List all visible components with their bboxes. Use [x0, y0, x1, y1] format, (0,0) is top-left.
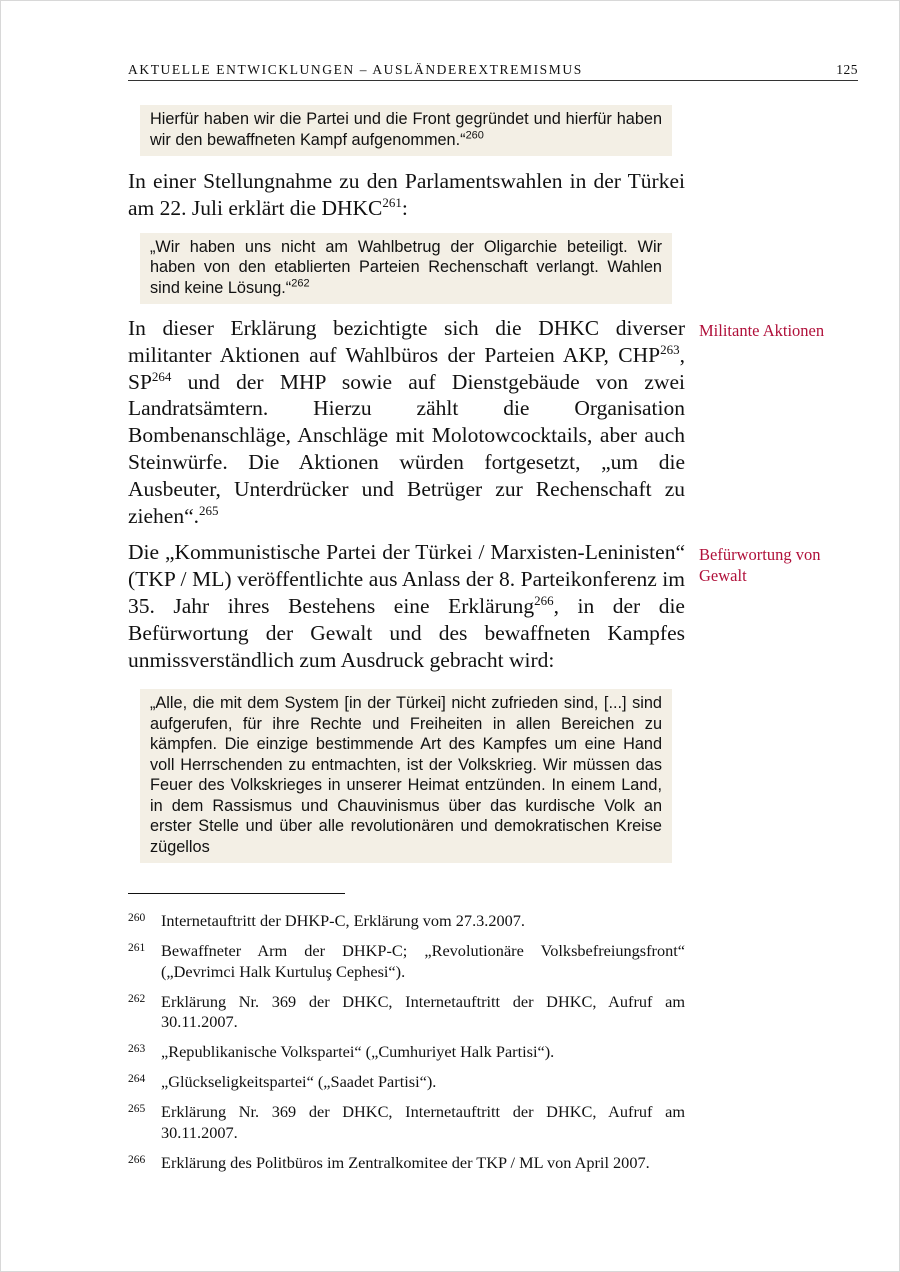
margin-note-2: Befürwortung von Gewalt [699, 545, 821, 586]
footnote-number: 263 [128, 1043, 146, 1056]
quote-text: „Alle, die mit dem System [in der Türkei] nicht zufrieden sind, [...] sind aufgerufen, für ihre Rechte und Freiheiten in allen Bereichen zu kämpfen. Die einzige bestimmende Art des Kampfes um eine Hand voll Herrschenden zu entmachten, ist der Volkskrieg. Wir müssen das Feuer des Volkskrieges in unserer Heimat entzünden. In einem Land, in dem Rassismus und Chauvinismus über das kurdische Volk an erster Stelle und über alle revolutionären und demokratischen Kreise zügellos [150, 694, 662, 856]
footnote-text: „Glückseligkeitspartei“ („Saadet Partisi“). [161, 1072, 437, 1092]
footnote-number: 261 [128, 942, 146, 955]
paragraph-text: : [401, 195, 408, 220]
paragraph-text: In dieser Erklärung bezichtigte sich die DHKC diverser militanter Aktionen auf Wahlbüros der Parteien AKP, CHP [128, 316, 685, 367]
footnote [128, 1072, 685, 1093]
footnote [128, 1102, 685, 1143]
paragraph-text: und der MHP sowie auf Dienstgebäude von zwei Landratsämtern. Hierzu zählt die Organisation Bombenanschläge, Anschläge mit Molotowcocktails, aber auch Steinwürfe. Die Aktionen würden fortgesetzt, „um die Ausbeuter, Unterdrücker und Betrüger zur Rechenschaft zu ziehen“. [128, 369, 685, 528]
footnote-divider [128, 893, 345, 894]
footnote [128, 911, 685, 932]
header-title: AKTUELLE ENTWICKLUNGEN – AUSLÄNDEREXTREMISMUS [128, 62, 583, 77]
paragraph-text: In einer Stellungnahme zu den Parlamentswahlen in der Türkei am 22. Juli erklärt die DHKC [128, 169, 685, 220]
footnote-ref[interactable]: 266 [534, 592, 554, 608]
footnote-text: Erklärung des Politbüros im Zentralkomitee der TKP / ML von April 2007. [161, 1152, 650, 1172]
footnote-ref[interactable]: 264 [151, 368, 172, 384]
margin-note-1: Militante Aktionen [699, 321, 825, 341]
paragraph-text: Die „Kommunistische Partei der Türkei / Marxisten-Leninisten“ (TKP / ML) veröffentlichte aus Anlass der 8. Parteikonferenz im 35. Jahr ihres Bestehens eine Erklärung [128, 540, 685, 619]
footnote-text: Internetauftritt der DHKP-C, Erklärung vom 27.3.2007. [161, 911, 525, 931]
footnote [128, 1153, 685, 1174]
paragraph-2 [128, 315, 825, 529]
footnote-ref[interactable]: 265 [199, 502, 219, 518]
footnote [128, 992, 685, 1033]
footnote-text: Erklärung Nr. 369 der DHKC, Internetauftritt der DHKC, Aufruf am 30.11.2007. [161, 1102, 685, 1142]
footnote-text: Bewaffneter Arm der DHKP-C; „Revolutionäre Volksbefreiungsfront“ („Devrimci Halk Kurtuluş Cephesi“). [161, 941, 685, 981]
footnote [128, 1042, 685, 1063]
quote-text: „Wir haben uns nicht am Wahlbetrug der Oligarchie beteiligt. Wir haben von den etablierten Parteien Rechenschaft verlangt. Wahlen sind keine Lösung.“ [150, 237, 662, 297]
footnote-text: „Republikanische Volkspartei“ („Cumhuriyet Halk Partisi“). [161, 1042, 555, 1062]
paragraph-text: , SP [128, 342, 685, 394]
footnote-number: 260 [128, 912, 146, 925]
footnote-ref[interactable]: 261 [382, 194, 402, 210]
footnotes [128, 911, 685, 1173]
footnote-ref[interactable]: 260 [465, 129, 484, 142]
footnote-ref[interactable]: 263 [660, 341, 680, 357]
block-quote-2 [140, 233, 672, 305]
footnote-text: Erklärung Nr. 369 der DHKC, Internetauftritt der DHKC, Aufruf am 30.11.2007. [161, 991, 685, 1032]
footnote-number: 262 [128, 992, 146, 1005]
page-number: 125 [836, 62, 858, 77]
block-quote-3 [140, 689, 672, 863]
paragraph-text: , in der die Befürwortung der Gewalt und des bewaffneten Kampfes unmissverständlich zum Ausdruck gebracht wird: [128, 594, 685, 672]
footnote-number: 264 [128, 1073, 146, 1086]
block-quote-1 [140, 105, 672, 156]
quote-text: Hierfür haben wir die Partei und die Front gegründet und hierfür haben wir den bewaffneten Kampf aufgenommen.“ [150, 110, 662, 149]
footnote [128, 941, 685, 982]
footnote-number: 266 [128, 1153, 146, 1166]
paragraph-1 [128, 168, 685, 222]
footnote-ref[interactable]: 262 [291, 277, 310, 290]
paragraph-3 [128, 539, 821, 673]
text-column [128, 0, 825, 1223]
footnote-number: 265 [128, 1103, 146, 1116]
